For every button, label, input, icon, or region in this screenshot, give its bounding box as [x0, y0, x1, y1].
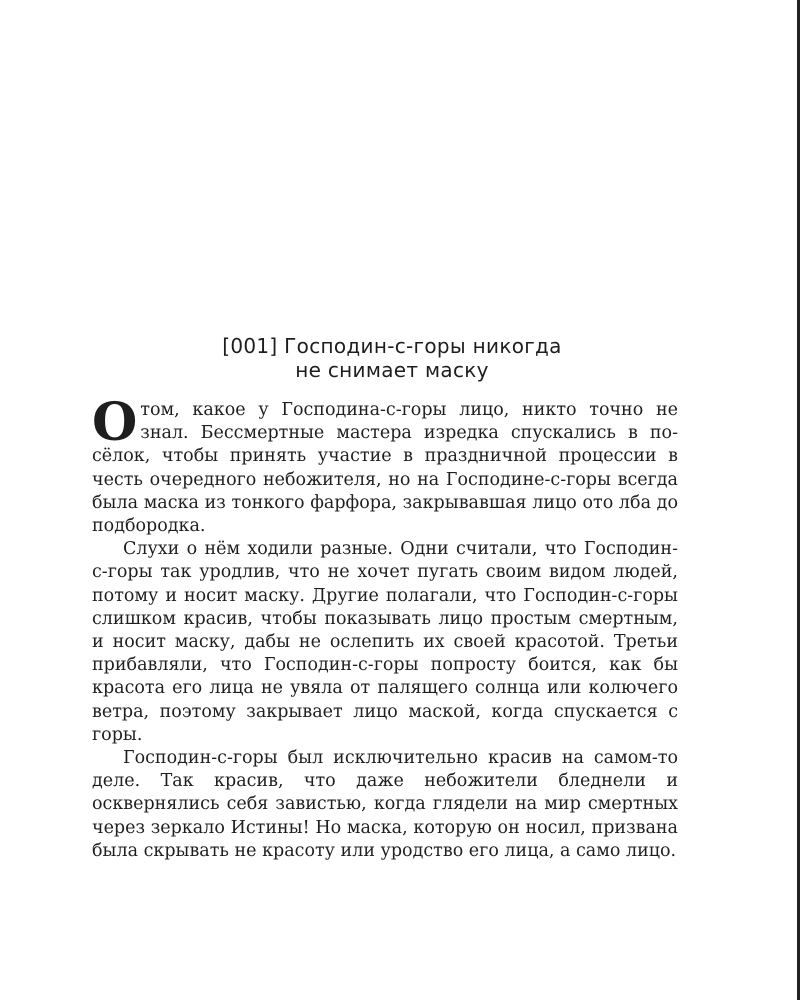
- paragraph-1: [92, 392, 678, 538]
- chapter-body: [92, 392, 678, 863]
- paragraph-2: Слухи о нём ходили разные. Одни считали, что Господин-с-горы так уродлив, что не хочет пугать своим видом людей, потому и носит маску. Другие полагали, что Господин-с-горы слишком красив, чтобы показывать лицо простым смертным, и носит маску, дабы не ослепить их своей красотой. Третьи прибавляли, что Господин-с-горы попросту боится, как бы красота его лица не увяла от палящего солнца или колючего ветра, поэтому закрывает лицо маской, когда спускается с горы.: [92, 539, 678, 745]
- paragraph-1-text: том, какое у Господина-с-горы лицо, никто точно не знал. Бессмертные мастера изредка спускались в посёлок, чтобы принять участие в праздничной процессии в честь очередного небожителя, но на Господине-с-горы всегда была маска из тонкого фарфора, закрывавшая лицо ото лба до подбородка.: [92, 400, 678, 537]
- chapter-title: [0, 334, 784, 382]
- chapter-title-line-1: [001] Господин-с-горы никогда: [222, 334, 562, 358]
- drop-cap: О: [92, 392, 138, 453]
- chapter-title-line-2: не снимает маску: [295, 358, 489, 382]
- paragraph-3: Господин-с-горы был исключительно красив на самом-то деле. Так красив, что даже небожители бледнели и осквернялись себя завистью, когда глядели на мир смертных через зеркало Истины! Но маска, которую он носил, призвана была скрывать не красоту или уродство его лица, а само лицо.: [92, 748, 678, 861]
